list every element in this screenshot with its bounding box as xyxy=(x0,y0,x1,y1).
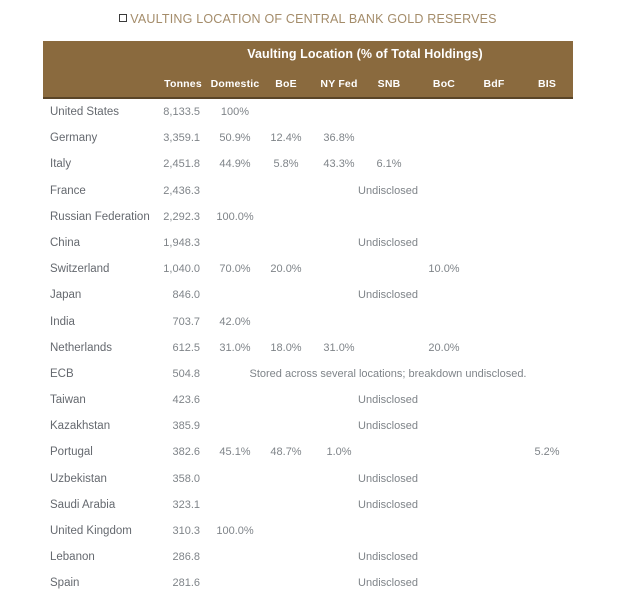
percent-cell-domestic: 50.9% xyxy=(219,132,251,145)
tonnes-cell: 2,451.8 xyxy=(163,158,200,171)
tonnes-cell: 385.9 xyxy=(172,420,200,433)
tonnes-cell: 846.0 xyxy=(172,289,200,302)
percent-cell-boc: 10.0% xyxy=(428,263,460,276)
percent-cell-domestic: 100.0% xyxy=(216,525,254,537)
note-cell: Stored across several locations; breakdown undisclosed. xyxy=(249,367,527,380)
country-cell: Portugal xyxy=(50,446,93,459)
percent-cell-ny_fed: 31.0% xyxy=(323,341,355,354)
percent-cell-ny_fed: 1.0% xyxy=(326,446,352,459)
percent-cell-boe: 5.8% xyxy=(273,158,299,171)
table-row xyxy=(43,309,573,335)
tonnes-cell: 323.1 xyxy=(172,498,200,511)
country-cell: United States xyxy=(50,106,120,118)
tonnes-cell: 504.8 xyxy=(172,367,200,380)
note-cell: Undisclosed xyxy=(358,289,418,302)
country-cell: Uzbekistan xyxy=(50,472,107,485)
percent-cell-domestic: 100.0% xyxy=(216,210,254,223)
table-row xyxy=(43,466,573,492)
tonnes-cell: 423.6 xyxy=(172,394,200,407)
table-row xyxy=(43,387,573,413)
table-row xyxy=(43,230,573,256)
country-cell: China xyxy=(50,236,81,249)
table-row xyxy=(43,492,573,518)
tonnes-cell: 1,040.0 xyxy=(163,263,200,276)
column-header-boe: BoE xyxy=(275,78,297,90)
percent-cell-domestic: 45.1% xyxy=(219,446,251,459)
table-row xyxy=(43,125,573,151)
note-cell: Undisclosed xyxy=(358,498,418,511)
country-cell: Germany xyxy=(50,132,98,145)
legend-checkbox-icon[interactable] xyxy=(119,14,127,22)
country-cell: Switzerland xyxy=(50,263,110,276)
tonnes-cell: 358.0 xyxy=(172,472,200,485)
tonnes-cell: 3,359.1 xyxy=(163,132,200,145)
tonnes-cell: 382.6 xyxy=(172,446,200,459)
percent-cell-boe: 12.4% xyxy=(270,132,302,145)
note-cell: Undisclosed xyxy=(358,184,418,197)
column-header-bdf: BdF xyxy=(483,78,505,90)
percent-cell-ny_fed: 36.8% xyxy=(323,132,355,145)
percent-cell-boe: 18.0% xyxy=(270,341,302,354)
page-title xyxy=(43,12,573,26)
tonnes-cell: 2,436.3 xyxy=(163,184,200,197)
percent-cell-domestic: 100% xyxy=(220,106,250,118)
percent-cell-bis: 5.2% xyxy=(534,446,560,459)
page-title-text: VAULTING LOCATION OF CENTRAL BANK GOLD RESERVES xyxy=(130,12,497,26)
country-cell: Netherlands xyxy=(50,341,113,354)
tonnes-cell: 286.8 xyxy=(172,551,200,564)
table-row xyxy=(43,570,573,596)
column-header-domestic: Domestic xyxy=(210,78,260,90)
table-row xyxy=(43,413,573,439)
table-header-band xyxy=(43,41,573,99)
country-cell: Taiwan xyxy=(50,394,86,407)
tonnes-cell: 2,292.3 xyxy=(163,210,200,223)
column-header-bis: BIS xyxy=(537,78,557,90)
table-row xyxy=(43,544,573,570)
tonnes-cell: 310.3 xyxy=(172,525,200,537)
country-cell: Italy xyxy=(50,158,72,171)
tonnes-cell: 281.6 xyxy=(172,577,200,590)
gold-reserves-table xyxy=(43,41,573,597)
table-row xyxy=(43,518,573,544)
table-body xyxy=(43,99,573,597)
table-row xyxy=(43,99,573,125)
table-row xyxy=(43,151,573,177)
country-cell: Saudi Arabia xyxy=(50,498,116,511)
percent-cell-domestic: 44.9% xyxy=(219,158,251,171)
tonnes-cell: 612.5 xyxy=(172,341,200,354)
tonnes-cell: 703.7 xyxy=(172,315,200,328)
note-cell: Undisclosed xyxy=(358,551,418,564)
country-cell: Japan xyxy=(50,289,82,302)
table-row xyxy=(43,282,573,308)
table-row xyxy=(43,256,573,282)
country-cell: Russian Federation xyxy=(50,210,150,223)
country-cell: Spain xyxy=(50,577,80,590)
percent-cell-boe: 48.7% xyxy=(270,446,302,459)
percent-cell-boe: 20.0% xyxy=(270,263,302,276)
percent-cell-domestic: 42.0% xyxy=(219,315,251,328)
percent-cell-ny_fed: 43.3% xyxy=(323,158,355,171)
table-header-title: Vaulting Location (% of Total Holdings) xyxy=(247,47,483,61)
tonnes-cell: 1,948.3 xyxy=(163,236,200,249)
column-header-snb: SNB xyxy=(377,78,401,90)
tonnes-cell: 8,133.5 xyxy=(163,106,200,118)
table-row xyxy=(43,335,573,361)
country-cell: ECB xyxy=(50,367,74,380)
column-header-boc: BoC xyxy=(432,78,456,90)
note-cell: Undisclosed xyxy=(358,420,418,433)
table-row xyxy=(43,178,573,204)
country-cell: India xyxy=(50,315,75,328)
percent-cell-boc: 20.0% xyxy=(428,341,460,354)
table-row xyxy=(43,204,573,230)
note-cell: Undisclosed xyxy=(358,577,418,590)
table-row xyxy=(43,439,573,465)
column-header-tonnes: Tonnes xyxy=(164,78,202,90)
column-header-ny_fed: NY Fed xyxy=(320,78,358,90)
percent-cell-snb: 6.1% xyxy=(376,158,402,171)
note-cell: Undisclosed xyxy=(358,394,418,407)
country-cell: United Kingdom xyxy=(50,525,132,537)
country-cell: France xyxy=(50,184,86,197)
note-cell: Undisclosed xyxy=(358,472,418,485)
percent-cell-domestic: 70.0% xyxy=(219,263,251,276)
note-cell: Undisclosed xyxy=(358,236,418,249)
country-cell: Lebanon xyxy=(50,551,95,564)
percent-cell-domestic: 31.0% xyxy=(219,341,251,354)
country-cell: Kazakhstan xyxy=(50,420,111,433)
table-row xyxy=(43,361,573,387)
